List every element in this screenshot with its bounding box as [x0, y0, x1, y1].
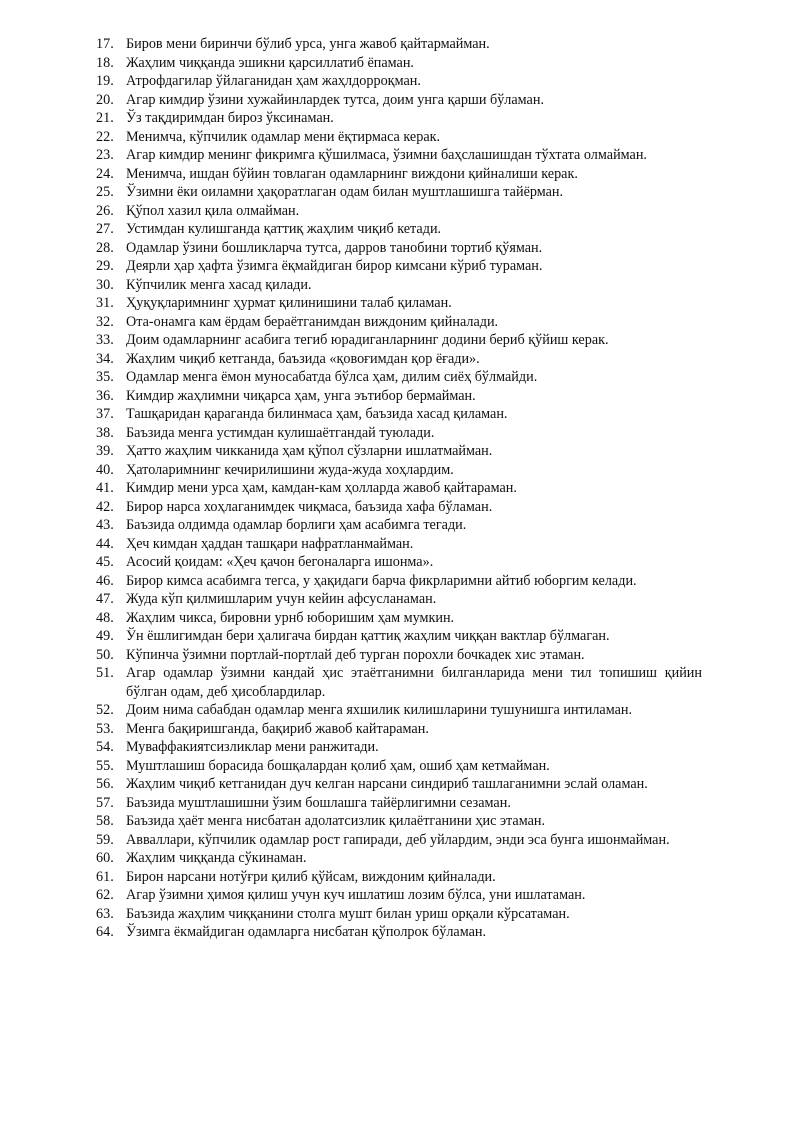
- list-item: [0, 923, 800, 942]
- item-number: 52.: [96, 702, 114, 718]
- item-number: 43.: [96, 517, 114, 533]
- list-item: [0, 479, 800, 498]
- item-number: 21.: [96, 110, 114, 126]
- item-text: Жаҳлим чиққанда сўкинаман.: [126, 850, 307, 866]
- list-item: [0, 627, 800, 646]
- item-number: 63.: [96, 905, 114, 922]
- list-item: [0, 720, 800, 739]
- list-item: [0, 405, 800, 424]
- item-number: 25.: [96, 184, 114, 200]
- item-text: Агар одамлар ўзимни кандай ҳис этаётганимни билганларида мени тил топишиш қийин бўлган одам, деб ҳисоблардилар.: [126, 665, 702, 700]
- list-item: [0, 424, 800, 443]
- item-text: Баъзида жаҳлим чиққанини столга мушт билан уриш орқали кўрсатаман.: [126, 905, 570, 922]
- list-item: [0, 368, 800, 387]
- item-text: Жаҳлим чиққанда эшикни қарсиллатиб ёпаман.: [126, 54, 414, 71]
- item-text: Авваллари, кўпчилик одамлар рост гапиради, деб уйлардим, энди эса бунга ишонмайман.: [126, 831, 670, 848]
- item-text: Агар кимдир ўзини хужайинлардек тутса, доим унга қарши бўламан.: [126, 91, 544, 108]
- list-item: [0, 202, 800, 221]
- item-text: Ота-онамга кам ёрдам бераётганимдан виждоним қийналади.: [126, 313, 499, 330]
- item-text: Жаҳлим чикса, бировни урнб юборишим ҳам мумкин.: [126, 609, 455, 626]
- item-number: 47.: [96, 591, 114, 607]
- list-item: [0, 516, 800, 535]
- item-number: 54.: [96, 739, 114, 755]
- item-number: 45.: [96, 554, 114, 570]
- item-text: Доим одамларнинг асабига тегиб юрадиганларнинг додини бериб қўйиш керак.: [126, 332, 609, 348]
- item-text: Кимдир жаҳлимни чиқарса ҳам, унга эътибор бермайман.: [126, 387, 476, 404]
- list-item: [0, 109, 800, 128]
- list-item: [0, 535, 800, 554]
- list-item: [0, 498, 800, 517]
- list-item: [0, 165, 800, 184]
- item-number: 59.: [96, 831, 114, 848]
- item-number: 48.: [96, 609, 114, 626]
- list-item: [0, 183, 800, 202]
- item-number: 46.: [96, 572, 114, 589]
- item-number: 35.: [96, 369, 114, 385]
- item-number: 27.: [96, 221, 114, 237]
- item-text: Ҳатоларимнинг кечирилишини жуда-жуда хоҳлардим.: [126, 461, 454, 478]
- list-item: [0, 572, 800, 591]
- item-number: 37.: [96, 406, 114, 422]
- list-item: [0, 72, 800, 91]
- item-text: Биров мени биринчи бўлиб урса, унга жавоб қайтармайман.: [126, 36, 490, 52]
- item-number: 61.: [96, 868, 114, 885]
- item-number: 57.: [96, 794, 114, 811]
- list-item: [0, 590, 800, 609]
- item-text: Ҳеч кимдан ҳаддан ташқари нафратланмайман.: [126, 535, 414, 552]
- item-text: Жуда кўп қилмишларим учун кейин афсусланаман.: [126, 591, 437, 607]
- list-item: [0, 276, 800, 295]
- item-text: Ўзимга ёкмайдиган одамларга нисбатан қўполрок бўламан.: [126, 924, 487, 940]
- list-item: [0, 849, 800, 868]
- item-text: Бирор нарса хоҳлаганимдек чиқмаса, баъзида хафа бўламан.: [126, 498, 493, 515]
- item-number: 40.: [96, 461, 114, 478]
- item-number: 53.: [96, 720, 114, 737]
- item-text: Агар кимдир менинг фикримга қўшилмаса, ўзимни баҳслашишдан тўхтата олмайман.: [126, 147, 647, 163]
- list-item: [0, 868, 800, 887]
- item-text: Қўпол хазил қила олмайман.: [126, 202, 300, 219]
- item-text: Жаҳлим чиқиб кетганда, баъзида «қовоғимдан қор ёғади».: [126, 350, 480, 367]
- list-item: [0, 461, 800, 480]
- item-number: 28.: [96, 239, 114, 256]
- list-item: [0, 220, 800, 239]
- item-number: 29.: [96, 258, 114, 274]
- item-text: Муштлашиш борасида бошқалардан қолиб ҳам, ошиб ҳам кетмайман.: [126, 757, 550, 774]
- list-item: [0, 294, 800, 313]
- item-text: Ўн ёшлигимдан бери ҳалигача бирдан қаттиқ жаҳлим чиққан вактлар бўлмаган.: [126, 628, 610, 644]
- list-item: [0, 239, 800, 258]
- item-text: Одамлар ўзини бошликларча тутса, дарров танобини тортиб қўяман.: [126, 239, 543, 256]
- item-number: 39.: [96, 443, 114, 459]
- item-text: Менимча, ишдан бўйин товлаган одамларнинг виждони қийналиши керак.: [126, 165, 578, 182]
- item-text: Кўпинча ўзимни портлай-портлай деб турган порохли бочкадек хис этаман.: [126, 646, 585, 663]
- item-text: Бирор кимса асабимга тегса, у ҳақидаги барча фикрларимни айтиб юборгим келади.: [126, 572, 637, 589]
- item-number: 23.: [96, 147, 114, 163]
- list-item: [0, 738, 800, 757]
- item-text: Кимдир мени урса ҳам, камдан-кам ҳолларда жавоб қайтараман.: [126, 480, 517, 496]
- item-text: Баъзида ҳаёт менга нисбатан адолатсизлик қилаётганини ҳис этаман.: [126, 813, 546, 829]
- item-number: 49.: [96, 628, 114, 644]
- list-item: [0, 886, 800, 905]
- item-text: Менга бақиришганда, бақириб жавоб кайтараман.: [126, 720, 429, 737]
- list-item: [0, 664, 800, 701]
- item-text: Агар ўзимни ҳимоя қилиш учун куч ишлатиш лозим бўлса, уни ишлатаман.: [126, 887, 586, 903]
- item-number: 18.: [96, 54, 114, 71]
- list-item: [0, 831, 800, 850]
- list-item: [0, 313, 800, 332]
- list-item: [0, 775, 800, 794]
- item-number: 26.: [96, 202, 114, 219]
- item-text: Устимдан кулишганда қаттиқ жаҳлим чиқиб кетади.: [126, 221, 442, 237]
- item-number: 56.: [96, 776, 114, 792]
- list-item: [0, 35, 800, 54]
- item-number: 50.: [96, 646, 114, 663]
- item-number: 42.: [96, 498, 114, 515]
- item-text: Баъзида муштлашишни ўзим бошлашга тайёрлигимни сезаман.: [126, 794, 511, 811]
- item-number: 60.: [96, 850, 114, 866]
- item-number: 36.: [96, 387, 114, 404]
- list-item: [0, 387, 800, 406]
- list-item: [0, 553, 800, 572]
- item-text: Доим нима сабабдан одамлар менга яхшилик килишларини тушунишга интиламан.: [126, 702, 633, 718]
- item-number: 62.: [96, 887, 114, 903]
- item-text: Ўз тақдиримдан бироз ўксинаман.: [126, 110, 334, 126]
- item-text: Муваффакиятсизликлар мени ранжитади.: [126, 739, 379, 755]
- list-item: [0, 905, 800, 924]
- item-number: 33.: [96, 332, 114, 348]
- item-number: 55.: [96, 757, 114, 774]
- list-item: [0, 146, 800, 165]
- document-page: [0, 35, 800, 942]
- list-item: [0, 91, 800, 110]
- list-item: [0, 128, 800, 147]
- item-number: 20.: [96, 91, 114, 108]
- list-item: [0, 54, 800, 73]
- item-number: 30.: [96, 276, 114, 293]
- item-number: 44.: [96, 535, 114, 552]
- item-text: Жаҳлим чиқиб кетганидан дуч келган нарсани синдириб ташлаганимни эслай оламан.: [126, 776, 648, 792]
- item-text: Атрофдагилар ўйлаганидан ҳам жаҳлдорроқман.: [126, 73, 421, 89]
- list-item: [0, 812, 800, 831]
- item-text: Баъзида олдимда одамлар борлиги ҳам асабимга тегади.: [126, 517, 467, 533]
- item-number: 58.: [96, 813, 114, 829]
- item-number: 22.: [96, 128, 114, 145]
- list-item: [0, 646, 800, 665]
- list-item: [0, 350, 800, 369]
- item-text: Ўзимни ёки оиламни ҳақоратлаган одам билан муштлашишга тайёрман.: [126, 184, 564, 200]
- list-item: [0, 442, 800, 461]
- item-text: Менимча, кўпчилик одамлар мени ёқтирмаса керак.: [126, 128, 441, 145]
- list-item: [0, 757, 800, 776]
- item-text: Ташқаридан қараганда билинмаса ҳам, баъзида хасад қиламан.: [126, 406, 508, 422]
- item-text: Ҳатто жаҳлим чикканида ҳам қўпол сўзларни ишлатмайман.: [126, 443, 493, 459]
- item-number: 64.: [96, 924, 114, 940]
- item-number: 31.: [96, 295, 114, 311]
- item-text: Асосий қоидам: «Ҳеч қачон бегоналарга ишонма».: [126, 554, 434, 570]
- item-text: Баъзида менга устимдан кулишаётгандай туюлади.: [126, 424, 435, 441]
- item-number: 41.: [96, 480, 114, 496]
- item-text: Деярли ҳар ҳафта ўзимга ёқмайдиган бирор кимсани кўриб тураман.: [126, 258, 543, 274]
- item-number: 17.: [96, 36, 114, 52]
- item-text: Одамлар менга ёмон муносабатда бўлса ҳам, дилим сиёҳ бўлмайди.: [126, 369, 538, 385]
- item-number: 38.: [96, 424, 114, 441]
- questionnaire-list: [0, 35, 800, 942]
- list-item: [0, 609, 800, 628]
- item-number: 24.: [96, 165, 114, 182]
- item-number: 19.: [96, 73, 114, 89]
- item-text: Ҳуқуқларимнинг ҳурмат қилинишини талаб қиламан.: [126, 295, 452, 311]
- item-number: 32.: [96, 313, 114, 330]
- list-item: [0, 331, 800, 350]
- item-number: 51.: [96, 665, 114, 681]
- list-item: [0, 701, 800, 720]
- item-number: 34.: [96, 350, 114, 367]
- list-item: [0, 794, 800, 813]
- item-text: Кўпчилик менга хасад қилади.: [126, 276, 312, 293]
- item-text: Бирон нарсани нотўғри қилиб қўйсам, виждоним қийналади.: [126, 868, 496, 885]
- list-item: [0, 257, 800, 276]
